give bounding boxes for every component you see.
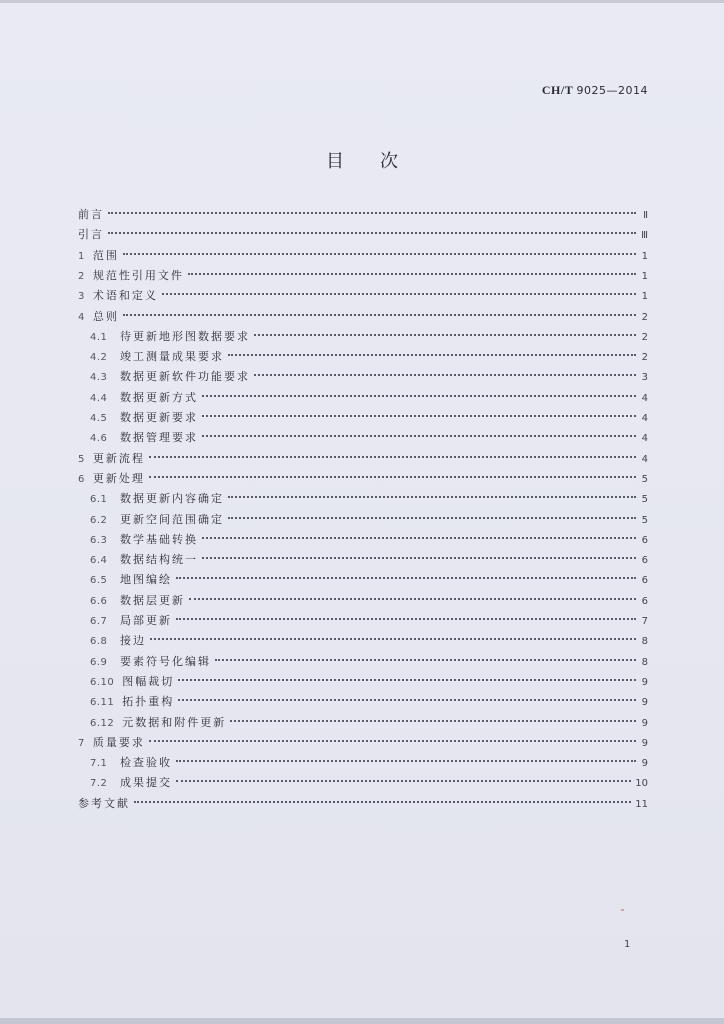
toc-entry-label: 术语和定义 [92, 289, 158, 303]
toc-entry-page: 6 [641, 595, 648, 607]
toc-dot-leader [215, 659, 636, 661]
toc-entry-page: 2 [641, 331, 648, 343]
toc-dot-leader [189, 598, 636, 600]
toc-entry-page: Ⅲ [641, 230, 648, 242]
toc-dot-leader [254, 374, 636, 376]
toc-entry [90, 631, 648, 651]
toc-entry-number: 5 [78, 453, 85, 465]
toc-entry [90, 570, 648, 590]
toc-dot-leader [188, 273, 636, 275]
paper-speck [621, 909, 624, 911]
toc-dot-leader [228, 496, 636, 498]
toc-dot-leader [123, 314, 636, 316]
toc-entry-number: 4 [78, 311, 85, 323]
toc-entry-page: 1 [641, 270, 648, 282]
toc-entry [90, 550, 648, 570]
toc-entry [78, 794, 648, 814]
toc-dot-leader [176, 618, 636, 620]
toc-entry [90, 652, 648, 672]
toc-dot-leader [202, 395, 636, 397]
toc-entry [78, 246, 648, 266]
toc-dot-leader [178, 699, 636, 701]
toc-entry-number: 4.5 [90, 413, 108, 424]
toc-entry-page: 9 [641, 717, 648, 729]
toc-dot-leader [108, 232, 636, 234]
toc-entry-label: 图幅裁切 [122, 674, 175, 688]
toc-entry-label: 参考文献 [78, 796, 130, 810]
toc-entry-label: 竣工测量成果要求 [120, 350, 224, 364]
toc-entry-page: 8 [641, 636, 648, 648]
toc-entry-page: 1 [641, 291, 648, 303]
toc-entry-label: 数据管理要求 [120, 431, 198, 445]
toc-entry-label: 地图编绘 [120, 573, 172, 587]
toc-entry-page: 4 [641, 453, 648, 465]
toc-entry [90, 408, 648, 428]
toc-entry-number: 7 [78, 737, 85, 749]
toc-entry-page: 6 [641, 555, 648, 567]
toc-entry-number: 6.7 [90, 616, 108, 627]
toc-entry-number: 6.4 [90, 555, 108, 567]
toc-entry-page: 11 [635, 798, 648, 810]
toc-dot-leader [176, 577, 636, 579]
toc-entry-number: 4.1 [90, 331, 108, 343]
toc-entry-label: 数据层更新 [120, 593, 185, 607]
toc-entry-page: 8 [641, 656, 648, 668]
toc-entry-label: 成果提交 [120, 776, 172, 790]
toc-entry-label: 更新处理 [92, 471, 145, 485]
toc-entry [90, 692, 648, 712]
toc-entry-label: 待更新地形图数据要求 [120, 329, 250, 343]
toc-dot-leader [228, 517, 636, 519]
toc-entry [78, 225, 648, 245]
standard-code-number: 9025—2014 [576, 84, 648, 97]
toc-entry [90, 510, 648, 530]
toc-entry-page: 5 [641, 473, 648, 485]
toc-entry-label: 规范性引用文件 [92, 268, 184, 282]
toc-entry-label: 质量要求 [92, 735, 145, 749]
toc-entry-number: 6 [78, 473, 85, 485]
toc-entry-page: 4 [641, 413, 648, 424]
toc-dot-leader [149, 476, 636, 478]
toc-entry-label: 数据更新方式 [120, 390, 198, 404]
toc-entry [90, 773, 648, 793]
standard-code [542, 83, 648, 98]
toc-entry-label: 数学基础转换 [120, 532, 198, 546]
toc-entry-label: 拓扑重构 [122, 695, 175, 709]
toc-entry-number: 4.4 [90, 392, 108, 404]
toc-dot-leader [254, 334, 636, 336]
toc-entry-number: 6.6 [90, 595, 108, 607]
toc-entry-page: 1 [641, 250, 648, 262]
toc-entry-label: 引言 [78, 228, 104, 242]
toc-entry [78, 307, 648, 327]
toc-entry-label: 检查验收 [120, 756, 172, 770]
toc-entry-label: 总则 [92, 309, 119, 323]
toc-entry-label: 元数据和附件更新 [122, 715, 227, 729]
toc-entry-page: 9 [641, 697, 648, 709]
toc-entry-page: 5 [641, 494, 648, 506]
toc-entry-label: 范围 [92, 248, 119, 262]
toc-entry-page: 5 [641, 514, 648, 526]
toc-entry-page: 2 [641, 311, 648, 323]
toc-entry [90, 388, 648, 408]
toc-entry [78, 733, 648, 753]
toc-entry [90, 428, 648, 448]
toc-entry-label: 要素符号化编辑 [120, 654, 211, 668]
toc-entry [90, 327, 648, 347]
toc-entry [90, 489, 648, 509]
toc-entry-label: 数据结构统一 [120, 553, 198, 567]
toc-entry-page: Ⅱ [643, 210, 648, 221]
toc-entry-label: 数据更新软件功能要求 [120, 370, 250, 384]
toc-entry-label: 数据更新要求 [120, 411, 198, 424]
toc-entry-number: 4.2 [90, 352, 108, 364]
toc-dot-leader [162, 293, 636, 295]
toc-entry [90, 611, 648, 631]
toc-entry [78, 205, 648, 225]
toc-entry-page: 9 [641, 758, 648, 770]
toc-dot-leader [230, 720, 636, 722]
toc-dot-leader [108, 212, 636, 214]
toc-dot-leader [134, 801, 631, 803]
toc-entry-number: 6.8 [90, 636, 108, 648]
toc-entry-number: 6.11 [90, 697, 115, 709]
toc-title: 目次 [326, 151, 434, 172]
toc-entry [90, 367, 648, 387]
toc-entry-number: 1 [78, 250, 85, 262]
toc-entry [90, 713, 648, 733]
toc-entry-number: 6.10 [90, 676, 115, 688]
toc-entry-page: 2 [641, 352, 648, 364]
toc-entry-number: 6.9 [90, 656, 108, 668]
toc-entry [90, 753, 648, 773]
toc-entry [90, 672, 648, 692]
toc-entry-label: 前言 [78, 208, 104, 221]
toc-entry-page: 3 [641, 372, 648, 384]
toc-entry-number: 6.2 [90, 514, 108, 526]
toc-entry-page: 7 [641, 616, 648, 627]
toc-entry-number: 6.12 [90, 717, 115, 729]
toc-dot-leader [202, 435, 636, 437]
toc-entry-number: 4.3 [90, 372, 108, 384]
toc-entry-number: 7.2 [90, 778, 108, 790]
toc-entry-label: 更新空间范围确定 [120, 512, 224, 526]
toc-dot-leader [150, 638, 636, 640]
toc-entry-page: 9 [641, 737, 648, 749]
toc-dot-leader [178, 679, 636, 681]
toc-entry [90, 347, 648, 367]
toc-entry-label: 更新流程 [92, 451, 145, 465]
toc-entry [78, 286, 648, 306]
toc-entry [78, 469, 648, 489]
toc-entry [78, 449, 648, 469]
toc-entry-page: 9 [641, 676, 648, 688]
standard-code-prefix: CH/T [541, 83, 573, 97]
toc-entry-number: 3 [78, 291, 85, 303]
toc-entry-page: 10 [635, 778, 648, 790]
toc-entry-page: 6 [641, 534, 648, 546]
toc-entry [78, 266, 648, 286]
toc-dot-leader [176, 760, 636, 762]
toc-entry-page: 6 [641, 575, 648, 587]
toc-dot-leader [123, 253, 636, 255]
toc-entry-number: 2 [78, 270, 85, 282]
toc-dot-leader [176, 780, 631, 782]
toc-entry-number: 6.1 [90, 494, 108, 506]
page-number: 1 [624, 939, 631, 950]
toc-dot-leader [228, 354, 636, 356]
toc-dot-leader [149, 456, 636, 458]
toc-entry-number: 7.1 [90, 758, 108, 770]
toc-dot-leader [202, 557, 636, 559]
toc-entry-number: 6.3 [90, 534, 108, 546]
toc-entry-number: 6.5 [90, 575, 108, 587]
toc-entry-page: 4 [641, 433, 648, 445]
toc-dot-leader [202, 537, 636, 539]
toc-entry-number: 4.6 [90, 433, 108, 445]
toc-entry-label: 接边 [120, 634, 146, 648]
toc-entry-label: 局部更新 [120, 614, 172, 627]
toc-entry [90, 530, 648, 550]
toc-dot-leader [202, 415, 636, 417]
toc-entry-page: 4 [641, 392, 648, 404]
toc-dot-leader [149, 740, 636, 742]
toc-entry [90, 591, 648, 611]
toc-entry-label: 数据更新内容确定 [120, 492, 224, 506]
